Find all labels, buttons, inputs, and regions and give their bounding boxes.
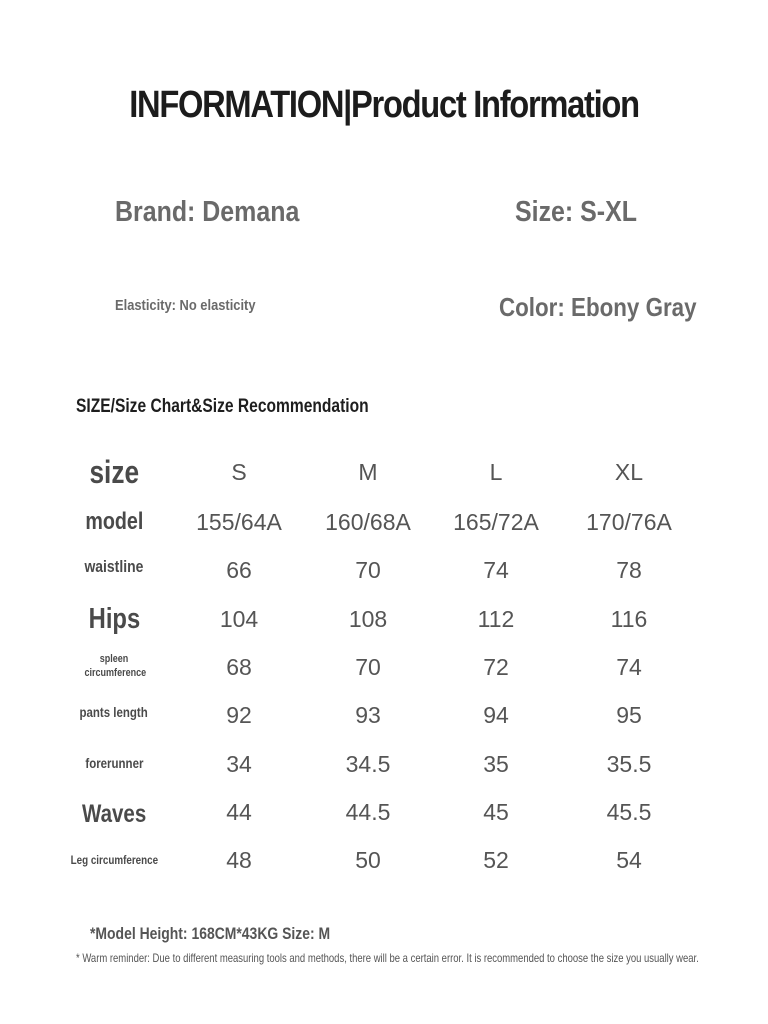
table-cell: 92 bbox=[226, 701, 252, 728]
table-cell: 35.5 bbox=[606, 750, 652, 777]
table-cell: 35 bbox=[483, 750, 509, 777]
table-cell: 45.5 bbox=[606, 798, 652, 825]
elasticity-info: Elasticity: No elasticity bbox=[115, 297, 256, 314]
model-note: *Model Height: 168CM*43KG Size: M bbox=[90, 924, 331, 943]
table-cell: 72 bbox=[483, 653, 509, 680]
size-header-s: S bbox=[231, 458, 247, 485]
table-cell: 44.5 bbox=[345, 798, 391, 825]
table-cell: 94 bbox=[483, 701, 509, 728]
table-cell: 52 bbox=[483, 846, 509, 873]
brand-info: Brand: Demana bbox=[115, 196, 300, 228]
table-cell: 108 bbox=[348, 605, 388, 632]
table-row-model bbox=[0, 500, 768, 544]
table-row-spleen-circumference bbox=[0, 645, 768, 689]
row-label: Hips bbox=[88, 602, 140, 635]
table-row-hips bbox=[0, 597, 768, 641]
table-row-waves bbox=[0, 790, 768, 834]
table-cell: 116 bbox=[610, 605, 648, 632]
table-cell: 45 bbox=[483, 798, 509, 825]
size-header-m: M bbox=[358, 458, 378, 485]
size-chart-heading: SIZE/Size Chart&Size Recommendation bbox=[76, 396, 369, 417]
size-header-xl: XL bbox=[614, 458, 644, 485]
row-label: Waves bbox=[81, 800, 147, 829]
table-cell: 50 bbox=[355, 846, 381, 873]
row-label: model bbox=[85, 508, 143, 535]
table-cell: 54 bbox=[616, 846, 642, 873]
table-cell: 112 bbox=[477, 605, 515, 632]
table-cell: 95 bbox=[616, 701, 642, 728]
row-label: Leg circumference bbox=[70, 852, 158, 867]
table-cell: 104 bbox=[219, 605, 259, 632]
table-cell: 34.5 bbox=[345, 750, 391, 777]
table-row-leg-circumference bbox=[0, 838, 768, 882]
table-cell: 155/64A bbox=[196, 508, 282, 535]
row-label: pants length bbox=[79, 704, 149, 721]
row-label: forerunner bbox=[84, 755, 144, 772]
table-cell: 74 bbox=[483, 556, 509, 583]
row-label: spleen circumference bbox=[84, 653, 147, 679]
table-cell: 44 bbox=[226, 798, 252, 825]
table-row-waistline bbox=[0, 548, 768, 592]
table-cell: 70 bbox=[355, 556, 381, 583]
table-cell: 93 bbox=[355, 701, 381, 728]
table-cell: 170/76A bbox=[586, 508, 672, 535]
table-row-pants-length bbox=[0, 693, 768, 737]
table-cell: 160/68A bbox=[325, 508, 411, 535]
table-cell: 70 bbox=[355, 653, 381, 680]
size-header-row bbox=[0, 450, 768, 494]
warm-reminder: * Warm reminder: Due to different measuring tools and methods, there will be a certain error. It is recommended to choose the size you usually wear. bbox=[76, 951, 699, 965]
row-label: waistline bbox=[84, 557, 144, 577]
table-cell: 66 bbox=[226, 556, 252, 583]
table-cell: 48 bbox=[226, 846, 252, 873]
table-cell: 74 bbox=[616, 653, 642, 680]
color-info: Color: Ebony Gray bbox=[499, 292, 697, 322]
table-cell: 68 bbox=[226, 653, 252, 680]
size-header-label: size bbox=[89, 454, 139, 490]
table-cell: 34 bbox=[226, 750, 252, 777]
table-row-forerunner bbox=[0, 742, 768, 786]
size-header-l: L bbox=[489, 458, 503, 485]
page-title: INFORMATION|Product Information bbox=[129, 84, 639, 126]
size-range-info: Size: S-XL bbox=[515, 196, 637, 228]
table-cell: 165/72A bbox=[453, 508, 539, 535]
table-cell: 78 bbox=[616, 556, 642, 583]
